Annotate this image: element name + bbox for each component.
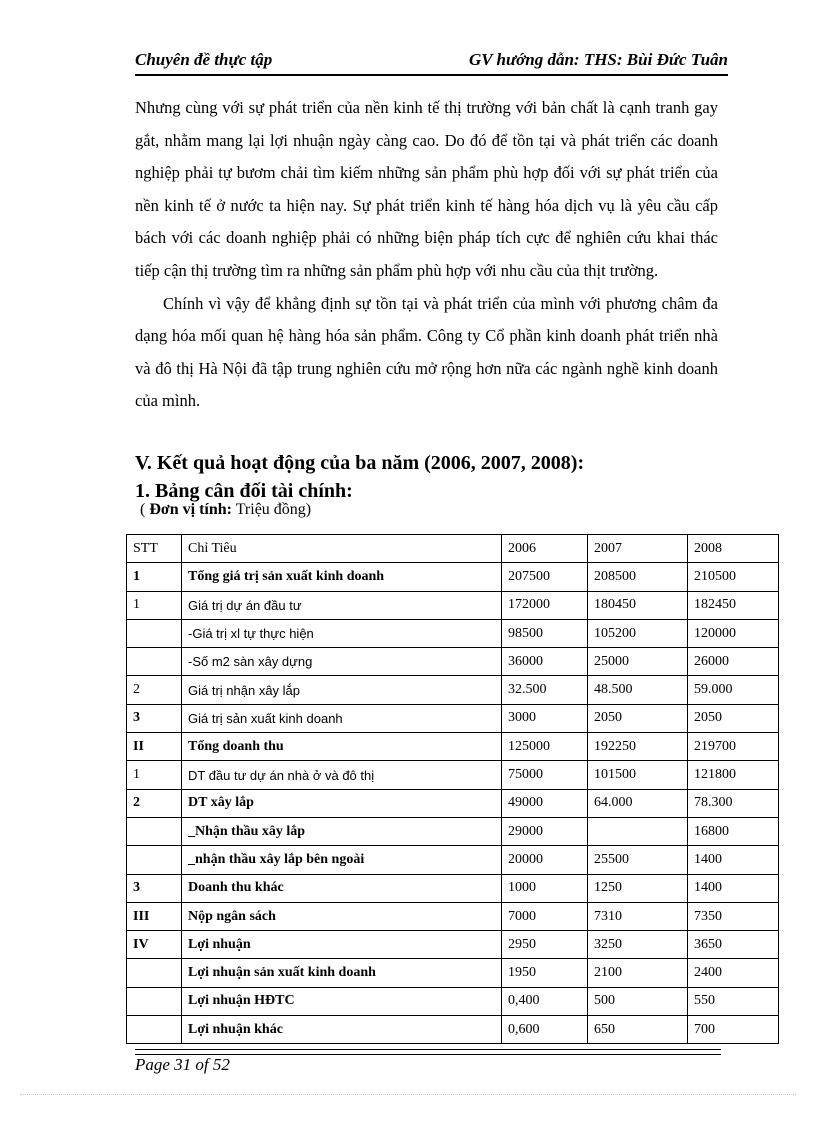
cell-2006: 36000 [502,648,588,676]
cell-2008: 26000 [688,648,779,676]
header-2006: 2006 [502,535,588,563]
cell-2008: 3650 [688,931,779,959]
cell-2008: 1400 [688,874,779,902]
unit-value: Triệu đồng [235,501,306,518]
cell-stt: 2 [127,676,182,704]
cell-2008: 700 [688,1016,779,1044]
cell-2008: 59.000 [688,676,779,704]
cell-2008: 121800 [688,761,779,789]
cell-stt [127,987,182,1015]
cell-stt [127,619,182,647]
cell-indicator: Tổng doanh thu [182,733,502,761]
cell-stt: 1 [127,591,182,619]
table-row [127,959,779,987]
cell-indicator: DT xây lắp [182,789,502,817]
cell-2006: 207500 [502,563,588,591]
cell-2007: 3250 [588,931,688,959]
cell-stt [127,959,182,987]
unit-note: ( Đơn vị tính: Triệu đồng) [140,501,312,518]
table-row [127,874,779,902]
cell-2007: 2100 [588,959,688,987]
table-row [127,817,779,845]
cell-indicator: Lợi nhuận sản xuất kinh doanh [182,959,502,987]
cell-indicator: Lợi nhuận [182,931,502,959]
cell-2006: 32.500 [502,676,588,704]
table-row [127,563,779,591]
table-row [127,619,779,647]
table-row [127,987,779,1015]
cell-2007 [588,817,688,845]
cell-2007: 192250 [588,733,688,761]
table-row [127,591,779,619]
header-right-title: GV hướng dẫn: THS: Bùi Đức Tuân [468,50,728,69]
table-row [127,648,779,676]
cell-stt: IV [127,931,182,959]
header-indicator: Chỉ Tiêu [182,535,502,563]
cell-2008: 2050 [688,704,779,732]
table-row [127,1016,779,1044]
cell-2008: 182450 [688,591,779,619]
cell-indicator: Lợi nhuận HĐTC [182,987,502,1015]
financial-table [126,534,779,1044]
cell-2007: 208500 [588,563,688,591]
unit-label: Đơn vị tính: [149,501,232,518]
cell-2006: 7000 [502,902,588,930]
table-row [127,676,779,704]
financial-table-wrapper [126,534,778,1037]
cell-indicator: -Số m2 sàn xây dựng [182,648,502,676]
cell-2006: 2950 [502,931,588,959]
cell-2008: 219700 [688,733,779,761]
cell-indicator: Doanh thu khác [182,874,502,902]
cell-stt: 1 [127,761,182,789]
cell-2006: 49000 [502,789,588,817]
cell-2007: 105200 [588,619,688,647]
cell-2006: 0,400 [502,987,588,1015]
page-number: Page 31 of 52 [135,1055,230,1074]
cell-stt: 2 [127,789,182,817]
cell-stt: II [127,733,182,761]
cell-2006: 125000 [502,733,588,761]
table-row [127,931,779,959]
cell-stt [127,648,182,676]
header-2007: 2007 [588,535,688,563]
body-text [135,92,718,418]
cell-2006: 20000 [502,846,588,874]
cell-2007: 48.500 [588,676,688,704]
cell-2008: 78.300 [688,789,779,817]
cell-2006: 1000 [502,874,588,902]
cell-indicator: Nộp ngân sách [182,902,502,930]
cell-2007: 650 [588,1016,688,1044]
table-row [127,704,779,732]
cell-stt [127,846,182,874]
cell-2008: 1400 [688,846,779,874]
page-header [135,48,728,76]
cell-indicator: Tổng giá trị sản xuất kinh doanh [182,563,502,591]
cell-indicator: DT đầu tư dự án nhà ở và đô thị [182,761,502,789]
cell-indicator: Giá trị dự án đầu tư [182,591,502,619]
cell-2008: 2400 [688,959,779,987]
cell-2006: 29000 [502,817,588,845]
cell-2008: 7350 [688,902,779,930]
table-row [127,902,779,930]
sub-heading: 1. Bảng cân đối tài chính: [135,480,353,502]
cell-2007: 180450 [588,591,688,619]
cell-stt: III [127,902,182,930]
table-header-row [127,535,779,563]
cell-indicator: Giá trị sản xuất kinh doanh [182,704,502,732]
table-row [127,761,779,789]
cell-stt: 3 [127,874,182,902]
cell-indicator: Giá trị nhận xây lắp [182,676,502,704]
cell-2008: 210500 [688,563,779,591]
cell-2006: 75000 [502,761,588,789]
cell-2008: 550 [688,987,779,1015]
table-row [127,846,779,874]
cell-2007: 25000 [588,648,688,676]
cell-stt: 1 [127,563,182,591]
table-row [127,733,779,761]
cell-2007: 500 [588,987,688,1015]
table-row [127,789,779,817]
cell-2006: 172000 [502,591,588,619]
cell-indicator: -Giá trị xl tự thực hiện [182,619,502,647]
cell-2007: 101500 [588,761,688,789]
cell-indicator: Lợi nhuận khác [182,1016,502,1044]
cell-2007: 25500 [588,846,688,874]
cell-2007: 64.000 [588,789,688,817]
cell-stt [127,1016,182,1044]
cell-2006: 98500 [502,619,588,647]
page-edge-divider [20,1094,796,1095]
cell-2006: 0,600 [502,1016,588,1044]
cell-indicator: _nhận thầu xây lắp bên ngoài [182,846,502,874]
cell-2007: 7310 [588,902,688,930]
cell-2008: 16800 [688,817,779,845]
cell-2008: 120000 [688,619,779,647]
paragraph-2: Chính vì vậy để khẳng định sự tồn tại và phát triển của mình với phương châm đa dạng hóa mối quan hệ hàng hóa sản phẩm. Công ty Cổ phần kinh doanh phát triển nhà và đô thị Hà Nội đã tập trung nghiên cứu mở rộng hơn nữa các ngành nghề kinh doanh của mình. [135,293,718,411]
header-2008: 2008 [688,535,779,563]
cell-2006: 1950 [502,959,588,987]
cell-2007: 2050 [588,704,688,732]
section-heading: V. Kết quả hoạt động của ba năm (2006, 2007, 2008): [135,452,585,474]
header-left-title: Chuyên đề thực tập [135,50,273,69]
cell-indicator: _Nhận thầu xây lắp [182,817,502,845]
header-stt: STT [127,535,182,563]
paragraph-1: Nhưng cùng với sự phát triển của nền kinh tế thị trường với bản chất là cạnh tranh gay gắt, nhằm mang lại lợi nhuận ngày càng cao. Do đó để tồn tại và phát triển các doanh nghiệp phải tự bươm chải tìm kiếm những sản phẩm phù hợp đối với sự phát triển của nền kinh tế ở nước ta hiện nay. Sự phát triển kinh tế hàng hóa dịch vụ là yêu cầu cấp bách với các doanh nghiệp phải có những biện pháp tích cực để nghiên cứu khai thác tiếp cận thị trường tìm ra những sản phẩm phù hợp với nhu cầu của thịt trường. [135,98,718,280]
cell-stt [127,817,182,845]
cell-2006: 3000 [502,704,588,732]
cell-stt: 3 [127,704,182,732]
cell-2007: 1250 [588,874,688,902]
